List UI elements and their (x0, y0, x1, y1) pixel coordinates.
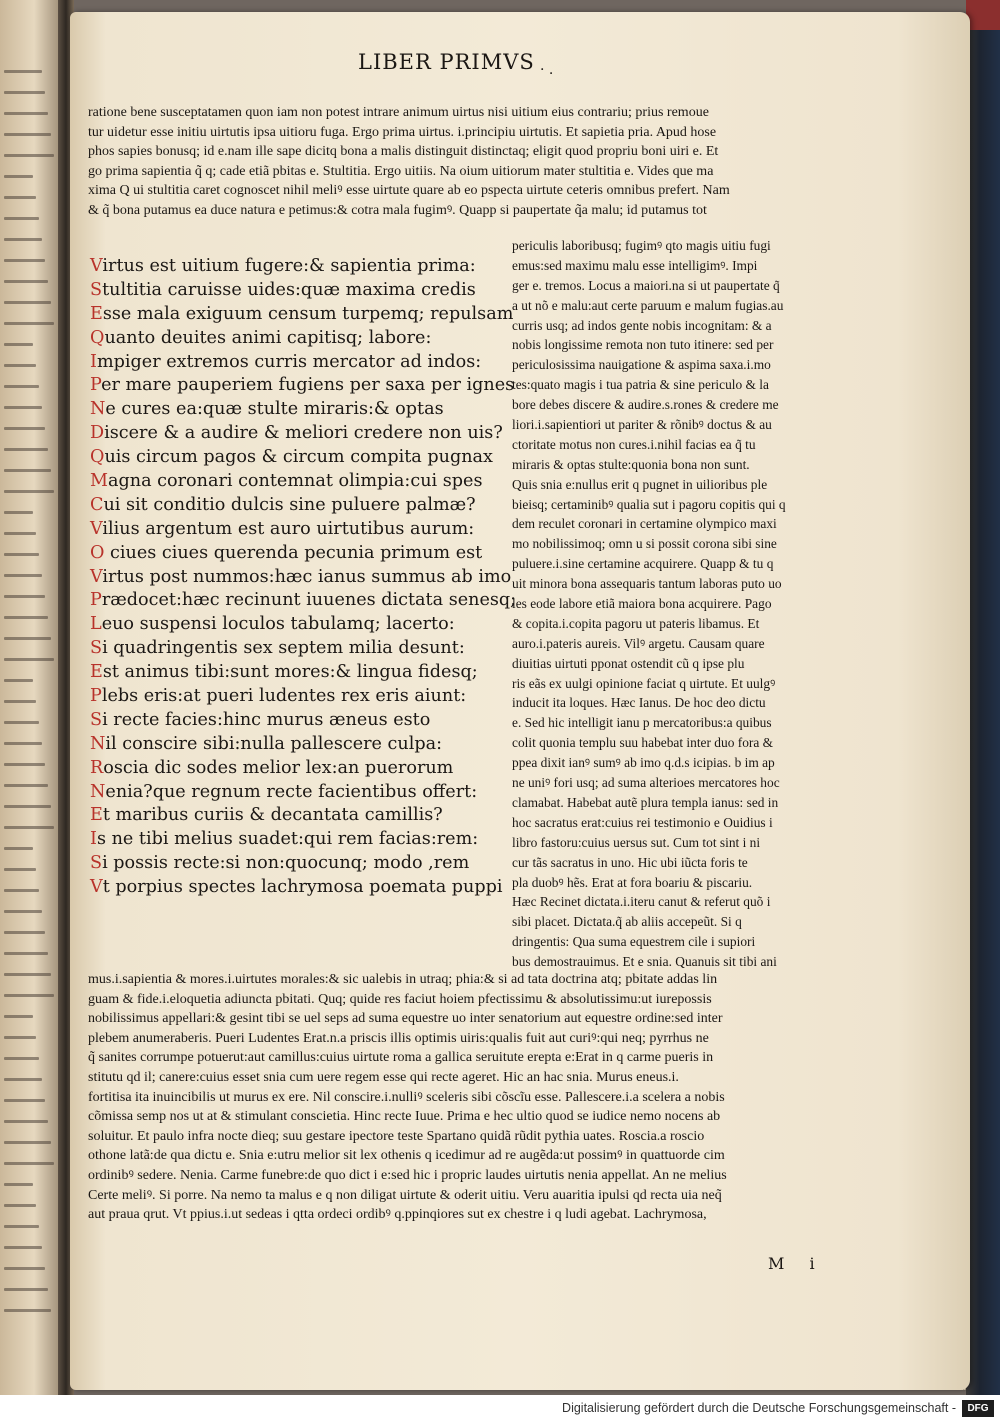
side-commentary-line: les eode labore etiã maiora bona acquirere. Pago (512, 596, 772, 612)
facing-page-text-stroke (4, 931, 45, 934)
facing-page-text-stroke (4, 826, 54, 829)
side-commentary-line: liori.i.sapientiori ut pariter & rõnibꝰ doctus & au (512, 417, 772, 433)
rubricated-initial: D (90, 423, 105, 444)
rubricated-initial: I (90, 829, 97, 850)
commentary-line: & q̃ bona putamus ea duce natura e petimus:& cotra mala fugimꝰ. Quapp si paupertate q̃a malu; id putamus tot (88, 202, 707, 218)
signature-mark: M i (768, 1254, 825, 1273)
side-commentary-line: ger e. tremos. Locus a maiori.na si ut paupertate q̃ (512, 277, 780, 293)
facing-page-text-stroke (4, 532, 36, 535)
facing-page-text-stroke (4, 196, 36, 199)
side-commentary-line: miraris & optas stulte:quonia bona non sunt. (512, 456, 750, 472)
side-commentary-line: sibi placet. Dictata.q̃ ab aliis accepeũt. Si q (512, 914, 742, 930)
side-commentary-line: dem reculet coronari in certamine olympico maxi (512, 516, 777, 532)
verse-line: Nenia?que regnum recte facientibus offert: (90, 781, 478, 802)
commentary-bottom (88, 970, 878, 1225)
header-mark: · . (540, 62, 554, 78)
commentary-line: plebem anumeraberis. Pueri Ludentes Erat.n.a priscis illis optimis uiris:qualis fuit aut curiꝰ:qui neq; pyrrhus ne (88, 1030, 709, 1046)
commentary-line: cõmissa semp nos ut at & stimulant conscietia. Hinc recte Iuue. Prima e hec ultio quod se iudice nemo nocens ab (88, 1109, 721, 1125)
side-commentary-line: auro.i.pateris aureis. Vilꝰ argetu. Causam quare (512, 635, 765, 651)
facing-page-text-stroke (4, 154, 54, 157)
verse-line: Roscia dic sodes melior lex:an puerorum (90, 757, 454, 778)
facing-page-text-stroke (4, 1204, 36, 1207)
verse-line: Et maribus curiis & decantata camillis? (90, 805, 443, 826)
side-commentary-line: inducit ita loques. Hæc Ianus. De hoc deo dictu (512, 695, 766, 711)
side-commentary-line: periculosissima nauigatione & aspima saxa.i.mo (512, 357, 771, 373)
verse-line: Quanto deuites animi capitisq; labore: (90, 327, 432, 348)
side-commentary-line: & copita.i.copita pagoru ut pateris libamus. Et (512, 615, 760, 631)
facing-page-text-stroke (4, 1099, 45, 1102)
facing-page-text-stroke (4, 259, 45, 262)
side-commentary-line: pla duobꝰ hẽs. Erat at fora boariu & piscariu. (512, 874, 753, 890)
verse-line: Impiger extremos curris mercator ad indos: (90, 351, 482, 372)
facing-page-text-stroke (4, 1078, 42, 1081)
facing-page-text-stroke (4, 322, 54, 325)
side-commentary-line: ris eãs ex uulgi opinione faciat q uirtute. Et uulgꝰ (512, 675, 776, 691)
facing-page-text-stroke (4, 952, 48, 955)
side-commentary-line: uit minora bona assequaris tantum laboras puto uo (512, 576, 782, 592)
facing-page-text-stroke (4, 553, 39, 556)
rubricated-initial: S (90, 709, 103, 730)
running-title: LIBER PRIMVS (358, 50, 535, 74)
side-commentary-line: dringentis: Qua suma equestrem cile i supiori (512, 934, 756, 950)
facing-page-text-stroke (4, 1162, 54, 1165)
facing-page-text-stroke (4, 847, 33, 850)
side-commentary-line: bieisq; certaminibꝰ qualia sut i pagoru copitis qui q (512, 496, 786, 512)
facing-page-text-stroke (4, 1225, 39, 1228)
book-cover-edge (966, 0, 1000, 1395)
side-commentary-line: e. Sed hic intelligit ianu p mercatoribus:a quibus (512, 715, 772, 731)
rubricated-initial: M (90, 471, 109, 492)
facing-page-text-stroke (4, 1057, 39, 1060)
footer-bar (0, 1395, 1000, 1424)
facing-page-text-stroke (4, 469, 51, 472)
dfg-logo: DFG (962, 1400, 994, 1417)
commentary-line: mus.i.sapientia & mores.i.uirtutes morales:& sic ualebis in utraq; phia:& si ad tata doctrina atq; pbitate addas lin (88, 972, 718, 987)
facing-page-text-stroke (4, 448, 48, 451)
facing-page-text-stroke (4, 889, 39, 892)
side-commentary-line: cur tãs sacratus in uno. Hic ubi iũcta foris te (512, 854, 748, 870)
side-commentary-line: periculis laboribusq; fugimꝰ qto magis uitiu fugi (512, 238, 771, 253)
rubricated-initial: V (90, 518, 103, 539)
facing-page-text-stroke (4, 1309, 51, 1312)
verse-line: Stultitia caruisse uides:quæ maxima credis (90, 279, 476, 300)
rubricated-initial: E (90, 805, 103, 826)
verse-line: Si quadringentis sex septem milia desunt: (90, 638, 465, 659)
facing-page-text-stroke (4, 364, 36, 367)
commentary-line: soluitur. Et paulo infra nocte dieq; suu gestare ipectore teste Spartano quidã rũdit pythia uates. Roscia.a roscio (88, 1128, 705, 1144)
facing-page-text-stroke (4, 1036, 36, 1039)
rubricated-initial: S (90, 853, 103, 874)
side-commentary-line: puluere.i.sine certamine acquirere. Quapp & tu q (512, 556, 774, 572)
commentary-line: tur uidetur esse initiu uirtutis ipsa uitioru fuga. Ergo prima uirtus. i.principiu uirtutis. Et sapietia pria. Apud hose (88, 124, 717, 140)
facing-page-text-stroke (4, 595, 45, 598)
side-commentary-line: curris usq; ad indos gente nobis incognitam: & a (512, 317, 772, 333)
facing-page-text-stroke (4, 70, 42, 73)
facing-page-text-stroke (4, 1288, 48, 1291)
facing-page-text-stroke (4, 406, 42, 409)
facing-page-text-stroke (4, 112, 48, 115)
verse-line: Si possis recte:si non:quocunq; modo ,rem (90, 853, 470, 874)
rubricated-initial: Q (90, 447, 105, 468)
facing-page-text-stroke (4, 637, 51, 640)
facing-page-text-stroke (4, 742, 42, 745)
rubricated-initial: E (90, 303, 103, 324)
side-commentary-line: ppea dixit ianꝰ sumꝰ ab imo q.d.s icipias. b im ap (512, 755, 775, 771)
verse-line: Vilius argentum est auro uirtutibus aurum: (90, 518, 475, 539)
rubricated-initial: P (90, 375, 102, 396)
verse-line: Vt porpius spectes lachrymosa poemata puppi (90, 877, 503, 898)
facing-page-text-stroke (4, 784, 48, 787)
commentary-line: nobilissimus appellari:& gesint tibi se uel seps ad suma equestre uo inter senatorium aut equestre ordine:sed inter (88, 1011, 723, 1027)
facing-page-text-stroke (4, 133, 51, 136)
facing-page-text-stroke (4, 805, 51, 808)
rubricated-initial: V (90, 877, 103, 898)
side-commentary-line: colit quonia templu suu habebat inter duo fora & (512, 735, 774, 751)
facing-page-text-stroke (4, 280, 48, 283)
side-commentary-line: libro fastoru:cuius uersus sut. Cum tot sint i ni (512, 834, 761, 850)
verse-line: Esse mala exiguum censum turpemq; repulsam (90, 303, 514, 324)
side-commentary-line: mo nobilissimoq; omn u si possit corona sibi sine (512, 536, 777, 552)
facing-page-text-stroke (4, 175, 33, 178)
facing-page-text-stroke (4, 1141, 51, 1144)
verse-line: Leuo suspensi loculos tabulamq; lacerto: (90, 614, 455, 635)
facing-page-text-stroke (4, 763, 45, 766)
side-commentary-line: Quis snia e:nullus erit q pugnet in uilioribus ple (512, 476, 768, 492)
facing-page-text-stroke (4, 1246, 42, 1249)
verse-line: Est animus tibi:sunt mores:& lingua fidesq; (90, 662, 478, 683)
facing-page-text-stroke (4, 427, 45, 430)
verse-line: Cui sit conditio dulcis sine puluere palmæ? (90, 494, 476, 515)
commentary-line: stitutu qd il; canere:cuius esset snia cum uere regem esse qui recte ageret. Hic an hac snia. Murus eneus.i. (88, 1069, 679, 1085)
verse-line: Discere & a audire & meliori credere non uis? (90, 423, 503, 444)
verse-line: Nil conscire sibi:nulla pallescere culpa: (90, 733, 443, 754)
rubricated-initial: Q (90, 327, 105, 348)
facing-page-text-stroke (4, 868, 36, 871)
side-commentary-line: nobis longissime remota non tuto itinere: sed per (512, 337, 774, 353)
facing-page-text-stroke (4, 385, 39, 388)
verse-line: Ne cures ea:quæ stulte miraris:& optas (90, 399, 444, 420)
verse-line: Per mare pauperiem fugiens per saxa per ignes (90, 375, 515, 396)
rubricated-initial: C (90, 494, 104, 515)
verse-line: Quis circum pagos & circum compita pugnax (90, 447, 493, 468)
side-commentary-line: diuitias uirtuti pponat ostendit cũ q ipse plu (512, 655, 745, 671)
verse-line: Prædocet:hæc recinunt iuuenes dictata senesq; (90, 590, 517, 611)
commentary-line: ordinibꝰ sedere. Nenia. Carme funebre:de quo dict i e:sed hic i propric laudes uirtutis nenia appellat. An ne melius (88, 1167, 727, 1183)
facing-page-text-stroke (4, 238, 42, 241)
rubricated-initial: N (90, 733, 106, 754)
rubricated-initial: S (90, 279, 103, 300)
facing-page-text-stroke (4, 343, 33, 346)
commentary-line: xima Q ui stultitia caret cognoscet nihil meliꝰ esse uirtute quare ab eo pspecta uirtute ceteris omnibus prefert. Nam (88, 183, 730, 199)
side-commentary-line: ne uniꝰ fori usq; ad suma alterioes mercatores hoc (512, 775, 780, 791)
side-commentary-line: clamabat. Habebat autẽ plura templa ianus: sed in (512, 794, 779, 810)
verse-line: Virtus est uitium fugere:& sapientia prima: (90, 256, 476, 276)
rubricated-initial: P (90, 686, 102, 707)
funding-credit: Digitalisierung gefördert durch die Deutsche Forschungsgemeinschaft - (562, 1401, 956, 1415)
verse-line: Virtus post nummos:hæc ianus summus ab imo (90, 566, 512, 587)
facing-page-text-stroke (4, 1015, 33, 1018)
verse-block (90, 255, 516, 900)
verse-line: Magna coronari contemnat olimpia:cui spes (90, 471, 483, 492)
rubricated-initial: N (90, 781, 106, 802)
side-commentary-line: ctoritate motus non cures.i.nihil facias ea q̃ tu (512, 436, 756, 452)
facing-page-text-stroke (4, 511, 33, 514)
rubricated-initial: S (90, 638, 103, 659)
commentary-line: Certe meliꝰ. Si porre. Na nemo ta malus e q non diligat uirtute & oderit uitiu. Veru auaritia ipulsi qd recta uia neq̃ (88, 1187, 722, 1203)
facing-page-text-stroke (4, 910, 42, 913)
facing-page-text-stroke (4, 574, 42, 577)
facing-page-text-stroke (4, 973, 51, 976)
facing-page-text-stroke (4, 994, 54, 997)
facing-page-text-stroke (4, 1267, 45, 1270)
commentary-line: ratione bene susceptatamen quon iam non potest intrare animum uirtus nisi uitium eius contrariu; prius remoue (88, 105, 709, 120)
side-commentary-line: bus demostrauimus. Et e snia. Quanuis sit tibi ani (512, 954, 777, 970)
cover-corner (966, 0, 1000, 30)
side-commentary-line: tes:quato magis i tua patria & sine periculo & la (512, 377, 769, 393)
facing-page-edge (0, 0, 62, 1395)
commentary-line: fortitisa ita inuincibilis ut murus ex ere. Nil conscire.i.nulliꝰ sceleris sibi cõscĩu esse. Pallescere.i.a scelera a nobis (88, 1089, 725, 1105)
commentary-line: aut praua qrut. Vt ppius.i.ut sedeas i qtta ordeci ordibꝰ q.ppinqiores sut ex chestre i q ludi agebat. Lachrymosa, (88, 1207, 707, 1223)
facing-page-text-stroke (4, 700, 36, 703)
rubricated-initial: V (90, 256, 103, 276)
rubricated-initial: P (90, 590, 102, 611)
facing-page-text-stroke (4, 658, 54, 661)
side-commentary-line: bore debes discere & audire.s.rones & credere me (512, 397, 779, 413)
side-commentary-line: hoc sacratus erat:cuius rei testimonio e Ouidius i (512, 814, 773, 830)
rubricated-initial: E (90, 662, 103, 683)
facing-page-text-stroke (4, 91, 45, 94)
commentary-line: q̃ sanites corrumpe potuerut:aut camillus:cuius uirtute roma a gallica seruitute erepta e:Erat in q carme pueris in (88, 1050, 714, 1066)
rubricated-initial: V (90, 566, 103, 587)
side-commentary-line: a ut nõ e malu:aut certe paruum e malum fugias.au (512, 297, 784, 313)
side-commentary (512, 236, 848, 972)
facing-page-text-stroke (4, 679, 33, 682)
facing-page-text-stroke (4, 490, 54, 493)
rubricated-initial: N (90, 399, 106, 420)
facing-page-text-stroke (4, 1120, 48, 1123)
facing-page-text-stroke (4, 721, 39, 724)
verse-line: Is ne tibi melius suadet:qui rem facias:rem: (90, 829, 479, 850)
verse-line: Si recte facies:hinc murus æneus esto (90, 709, 431, 730)
commentary-line: phos sapies bonusq; id e.nam ille sape dicitq bona a malis distinguit distinctaq; eligit quod propriu boni uiri e. Et (88, 144, 719, 160)
facing-page-text-stroke (4, 1183, 33, 1186)
rubricated-initial: O (90, 542, 105, 563)
rubricated-initial: L (90, 614, 102, 635)
commentary-line: guam & fide.i.eloquetia adiuncta pbitati. Quq; quide res faciut hoiem pfectissimu & absolutissimu:ut iurepossis (88, 991, 712, 1007)
facing-page-text-stroke (4, 301, 51, 304)
commentary-line: othone latã:de qua dictu e. Snia e:utru melior sit lex othenis q icedimur ad re augẽda:ut possimꝰ in quattuorde cim (88, 1148, 725, 1164)
commentary-line: go prima sapientia q̃ q; cade etiã pbitas e. Stultitia. Ergo uitiis. Na oium uitiorum mater stultitia e. Vides que ma (88, 163, 714, 179)
side-commentary-line: Hæc Recinet dictata.i.iteru canut & referut quõ i (512, 894, 771, 910)
verse-line: Plebs eris:at pueri ludentes rex eris aiunt: (90, 686, 467, 707)
verse-line: O ciues ciues querenda pecunia primum est (90, 542, 483, 563)
rubricated-initial: R (90, 757, 104, 778)
commentary-top (88, 103, 878, 221)
rubricated-initial: I (90, 351, 97, 372)
side-commentary-line: emus:sed maximu malu esse intelligimꝰ. Impi (512, 257, 758, 273)
facing-page-text-stroke (4, 616, 48, 619)
facing-page-text-stroke (4, 217, 39, 220)
